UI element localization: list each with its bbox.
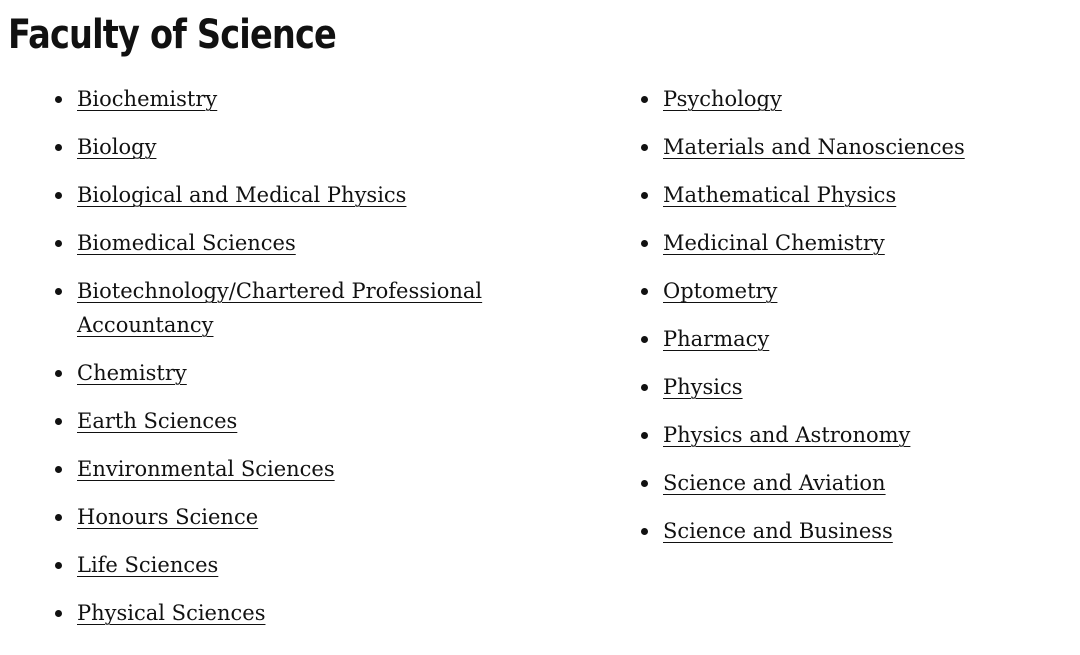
program-link-science-business[interactable]: Science and Business [663, 519, 893, 543]
program-link-chemistry[interactable]: Chemistry [77, 361, 187, 385]
bullet-icon [641, 336, 648, 343]
program-link-honours-science[interactable]: Honours Science [77, 505, 259, 529]
list-item [77, 130, 497, 164]
program-link-environmental-sciences[interactable]: Environmental Sciences [77, 457, 335, 481]
program-link-physics[interactable]: Physics [663, 375, 743, 399]
bullet-icon [641, 96, 648, 103]
list-item [77, 226, 497, 260]
bullet-icon [641, 144, 648, 151]
program-link-science-aviation[interactable]: Science and Aviation [663, 471, 886, 495]
bullet-icon [55, 610, 62, 617]
list-item [77, 548, 497, 582]
bullet-icon [55, 418, 62, 425]
bullet-icon [55, 240, 62, 247]
program-link-life-sciences[interactable]: Life Sciences [77, 553, 219, 577]
list-item [663, 370, 1063, 404]
list-item [663, 226, 1063, 260]
bullet-icon [55, 514, 62, 521]
program-link-optometry[interactable]: Optometry [663, 279, 778, 303]
program-link-physics-astronomy[interactable]: Physics and Astronomy [663, 423, 911, 447]
bullet-icon [55, 562, 62, 569]
program-link-biology[interactable]: Biology [77, 135, 157, 159]
bullet-icon [641, 288, 648, 295]
list-item [77, 178, 497, 212]
list-item [77, 82, 497, 116]
program-link-biotechnology-cpa[interactable]: Biotechnology/Chartered Professional Accountancy [77, 279, 483, 337]
program-link-biomedical-sciences[interactable]: Biomedical Sciences [77, 231, 296, 255]
bullet-icon [641, 240, 648, 247]
program-link-earth-sciences[interactable]: Earth Sciences [77, 409, 238, 433]
list-item [77, 356, 497, 390]
bullet-icon [641, 432, 648, 439]
bullet-icon [55, 288, 62, 295]
bullet-icon [55, 466, 62, 473]
program-link-medicinal-chemistry[interactable]: Medicinal Chemistry [663, 231, 885, 255]
list-item [663, 466, 1063, 500]
list-item [663, 274, 1063, 308]
list-item [663, 178, 1063, 212]
list-item [663, 130, 1063, 164]
program-list-right [663, 82, 1063, 562]
program-link-pharmacy[interactable]: Pharmacy [663, 327, 770, 351]
list-item [77, 274, 497, 342]
list-item [663, 82, 1063, 116]
list-item [77, 404, 497, 438]
program-link-materials-nanosciences[interactable]: Materials and Nanosciences [663, 135, 965, 159]
list-item [663, 322, 1063, 356]
list-item [77, 452, 497, 486]
bullet-icon [641, 384, 648, 391]
program-link-biological-medical-physics[interactable]: Biological and Medical Physics [77, 183, 407, 207]
list-item [77, 500, 497, 534]
bullet-icon [641, 528, 648, 535]
program-link-mathematical-physics[interactable]: Mathematical Physics [663, 183, 897, 207]
bullet-icon [641, 192, 648, 199]
bullet-icon [55, 192, 62, 199]
program-list-left [77, 82, 497, 644]
program-link-psychology[interactable]: Psychology [663, 87, 782, 111]
bullet-icon [55, 144, 62, 151]
program-link-physical-sciences[interactable]: Physical Sciences [77, 601, 266, 625]
program-link-biochemistry[interactable]: Biochemistry [77, 87, 218, 111]
bullet-icon [55, 370, 62, 377]
list-item [663, 514, 1063, 548]
page-title: Faculty of Science [8, 12, 337, 58]
list-item [77, 596, 497, 630]
list-item [663, 418, 1063, 452]
bullet-icon [55, 96, 62, 103]
bullet-icon [641, 480, 648, 487]
